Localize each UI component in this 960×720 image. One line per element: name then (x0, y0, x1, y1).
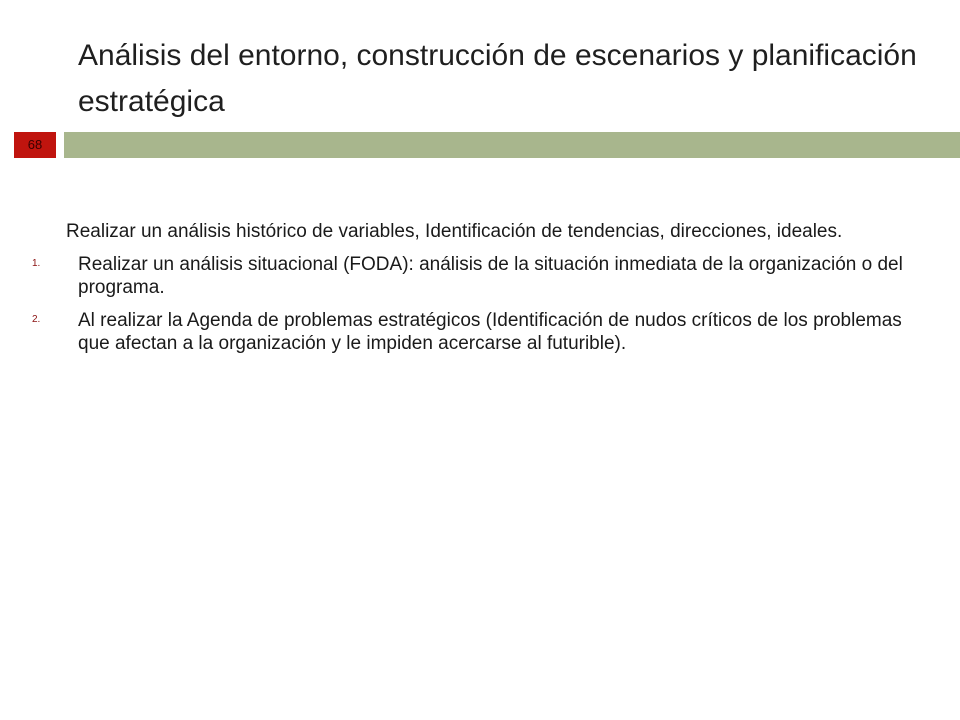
list-item (30, 253, 930, 299)
intro-paragraph: Realizar un análisis histórico de variables, Identificación de tendencias, direcciones, ideales. (66, 221, 843, 242)
slide-title: Análisis del entorno, construcción de escenarios y planificación estratégica (78, 39, 917, 118)
slide-body (30, 220, 930, 365)
list-item-number: 2. (32, 314, 41, 325)
list-item-number: 1. (32, 258, 41, 269)
list-item-text: Realizar un análisis situacional (FODA): análisis de la situación inmediata de la organización o del programa. (78, 254, 903, 298)
page-bar (0, 132, 960, 158)
numbered-list (30, 253, 930, 355)
decorative-band (64, 132, 960, 158)
list-item (30, 309, 930, 355)
page-number: 68 (14, 132, 56, 158)
list-item-text: Al realizar la Agenda de problemas estratégicos (Identificación de nudos críticos de los problemas que afectan a la organización y le impiden acercarse al futurible). (78, 310, 902, 354)
